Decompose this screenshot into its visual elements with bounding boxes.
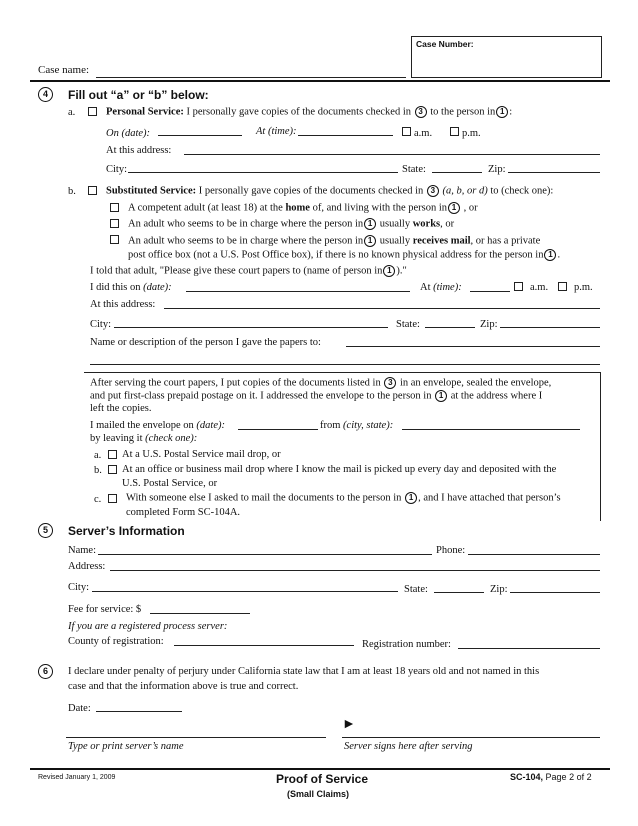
am-checkbox[interactable] xyxy=(402,127,411,136)
leaving-b: (check one): xyxy=(145,433,198,444)
server-state-label: State: xyxy=(404,584,428,595)
server-name-field[interactable] xyxy=(98,554,432,555)
section-5-number: 5 xyxy=(38,523,53,538)
mail-b-text1: At an office or business mail drop where I know the mail is picked up every day and deposited with the xyxy=(122,464,557,475)
opt3-b: usually xyxy=(379,235,411,247)
personal-service-label: Personal Service: xyxy=(106,106,184,118)
server-printed-name-field[interactable] xyxy=(66,737,326,738)
ref-1-badge: 1 xyxy=(496,106,508,118)
date-label: Date: xyxy=(68,703,91,714)
mail-b-text2: U.S. Postal Service, or xyxy=(122,478,218,489)
after-l1b: in an envelope, sealed the envelope, xyxy=(399,377,552,389)
to-person-text: to the person in xyxy=(430,106,496,118)
ref-3-badge: 3 xyxy=(384,377,396,389)
mail-a-letter: a. xyxy=(94,450,102,461)
opt3-line2: post office box (not a U.S. Post Office box), if there is no known physical address for the person in xyxy=(128,249,544,261)
ref-1-badge: 1 xyxy=(544,249,556,261)
registered-server-note xyxy=(68,621,227,632)
b-zip-field[interactable] xyxy=(500,327,600,328)
server-name-label: Name: xyxy=(68,545,96,556)
city-label: City: xyxy=(106,164,128,175)
after-l1a: After serving the court papers, I put copies of the documents listed in xyxy=(90,377,381,389)
b-state-label: State: xyxy=(396,319,420,330)
personal-service-checkbox[interactable] xyxy=(88,107,97,116)
after-serving-line3: left the copies. xyxy=(90,403,152,414)
form-id-text: SC-104, xyxy=(510,772,544,782)
did-this-label xyxy=(90,282,172,293)
county-label: County of registration: xyxy=(68,636,164,647)
fee-label: Fee for service: $ xyxy=(68,604,142,615)
mc-a: With someone else I asked to mail the documents to the person in xyxy=(126,492,402,504)
page-number: Page 2 of 2 xyxy=(545,772,592,782)
b-state-field[interactable] xyxy=(425,327,475,328)
mailed-a: I mailed the envelope on xyxy=(90,420,194,431)
ref-1-badge: 1 xyxy=(364,218,376,230)
mailed-from-label xyxy=(320,420,393,431)
server-zip-field[interactable] xyxy=(510,592,600,593)
pm-label: p.m. xyxy=(462,128,481,139)
adult-mail-text-line2 xyxy=(128,249,560,261)
substituted-service-label: Substituted Service: xyxy=(106,185,197,197)
type-name-text: Type or print server’s name xyxy=(68,741,184,752)
personal-service-desc: I personally gave copies of the documents checked in xyxy=(186,106,411,118)
someone-else-checkbox[interactable] xyxy=(108,494,117,503)
server-signature-field[interactable] xyxy=(342,737,600,738)
at-time-text: At (time): xyxy=(256,126,297,137)
ref-1-badge: 1 xyxy=(405,492,417,504)
type-name-label xyxy=(68,741,184,752)
state-field[interactable] xyxy=(432,172,482,173)
section-5-title: Server’s Information xyxy=(68,524,185,538)
mail-drop-checkbox[interactable] xyxy=(108,450,117,459)
header-rule xyxy=(30,80,610,82)
revised-date: Revised January 1, 2009 xyxy=(38,774,116,781)
state-label: State: xyxy=(402,164,426,175)
b-address-field[interactable] xyxy=(164,308,600,309)
if-registered: If you are a registered process server: xyxy=(68,621,228,632)
registration-number-field[interactable] xyxy=(458,648,600,649)
b-am-label: a.m. xyxy=(530,282,549,293)
footer-subtitle: (Small Claims) xyxy=(287,789,350,799)
opt3-c: , or has a private xyxy=(470,235,541,247)
leaving-a: by leaving it xyxy=(90,433,143,444)
case-number-label: Case Number: xyxy=(416,39,474,49)
server-city-label: City: xyxy=(68,582,90,593)
after-serving-line2 xyxy=(90,390,542,402)
opt3-a: An adult who seems to be in charge where the person in xyxy=(128,235,364,247)
server-address-field[interactable] xyxy=(110,570,600,571)
b-at-address-label: At this address: xyxy=(90,299,156,310)
pm-checkbox[interactable] xyxy=(450,127,459,136)
form-id xyxy=(510,772,592,782)
b-zip-label: Zip: xyxy=(480,319,498,330)
case-name-label: Case name: xyxy=(38,64,90,76)
mailed-date-field[interactable] xyxy=(238,429,318,430)
footer-title: Proof of Service xyxy=(276,772,369,786)
mail-c-letter: c. xyxy=(94,494,102,505)
case-name-field[interactable] xyxy=(96,77,406,78)
colon-text: : xyxy=(509,106,513,118)
told-b: )." xyxy=(396,265,407,277)
declaration-line2: case and that the information above is true and correct. xyxy=(68,681,299,692)
am-label: a.m. xyxy=(414,128,433,139)
at-address-label: At this address: xyxy=(106,145,172,156)
opt1-home: home xyxy=(285,202,310,214)
substituted-service-desc: I personally gave copies of the documents checked in xyxy=(198,185,424,197)
opt3-end: . xyxy=(557,249,561,261)
competent-adult-text xyxy=(128,202,478,214)
server-address-label: Address: xyxy=(68,561,106,572)
sign-arrow-icon: ► xyxy=(342,717,356,732)
ref-1-badge: 1 xyxy=(448,202,460,214)
section-4-title: Fill out “a” or “b” below: xyxy=(68,88,209,102)
mailed-city-label: (city, state): xyxy=(343,420,394,431)
name-description-label: Name or description of the person I gave the papers to: xyxy=(90,337,321,348)
adult-works-text xyxy=(128,218,454,230)
on-date-label xyxy=(106,128,150,139)
name-description-field-2[interactable] xyxy=(90,364,600,365)
did-this-date-field[interactable] xyxy=(186,291,410,292)
county-field[interactable] xyxy=(174,645,354,646)
opt2-works: works xyxy=(412,218,441,230)
adult-mail-checkbox[interactable] xyxy=(110,235,119,244)
sign-here-label xyxy=(344,741,473,752)
ref-3-badge: 3 xyxy=(415,106,427,118)
opt2-a: An adult who seems to be in charge where the person in xyxy=(128,218,364,230)
server-phone-label: Phone: xyxy=(436,545,466,556)
check-one-text: to (check one): xyxy=(490,185,554,197)
at-time-label xyxy=(256,126,297,137)
opt2-c: , or xyxy=(440,218,455,230)
mailed-date-label: (date): xyxy=(196,420,225,431)
opt1-b: of, and living with the person in xyxy=(312,202,448,214)
b-pm-label: p.m. xyxy=(574,282,593,293)
server-zip-label: Zip: xyxy=(490,584,508,595)
opt2-b: usually xyxy=(379,218,411,230)
b-at-time-label: At (time): xyxy=(420,282,462,293)
told-a: I told that adult, "Please give these court papers to (name of person in xyxy=(90,265,383,277)
section-6-number: 6 xyxy=(38,664,53,679)
ref-1-badge: 1 xyxy=(435,390,447,402)
substituted-service-checkbox[interactable] xyxy=(88,186,97,195)
city-field[interactable] xyxy=(128,172,398,173)
mailed-from: from xyxy=(320,420,341,431)
mail-b-letter: b. xyxy=(94,465,102,476)
abcd-text: (a, b, or d) xyxy=(442,185,488,197)
office-mail-checkbox[interactable] xyxy=(108,465,117,474)
opt1-c: , or xyxy=(463,202,478,214)
zip-label: Zip: xyxy=(488,164,506,175)
option-a-letter: a. xyxy=(68,107,76,118)
on-date-text: On (date): xyxy=(106,128,151,139)
opt3-receives: receives mail xyxy=(412,235,471,247)
b-at-time-field[interactable] xyxy=(470,291,510,292)
adult-works-checkbox[interactable] xyxy=(110,219,119,228)
fee-field[interactable] xyxy=(150,613,250,614)
personal-service-text xyxy=(106,106,512,118)
mail-c-text2: completed Form SC-104A. xyxy=(126,507,241,518)
on-date-field[interactable] xyxy=(158,135,242,136)
b-city-label: City: xyxy=(90,319,112,330)
ref-1-badge: 1 xyxy=(364,235,376,247)
footer-rule xyxy=(30,768,610,770)
after-l2b: at the address where I xyxy=(450,390,543,402)
ref-1-badge: 1 xyxy=(383,265,395,277)
b-pm-checkbox[interactable] xyxy=(558,282,567,291)
signature-date-field[interactable] xyxy=(96,711,182,712)
address-field[interactable] xyxy=(184,154,600,155)
b-am-checkbox[interactable] xyxy=(514,282,523,291)
mail-c-text1 xyxy=(126,492,561,504)
option-b-letter: b. xyxy=(68,186,76,197)
mail-a-text: At a U.S. Postal Service mail drop, or xyxy=(122,449,281,460)
substituted-service-text xyxy=(106,185,553,197)
adult-mail-text xyxy=(128,235,540,247)
told-adult-text xyxy=(90,265,407,277)
mc-b: , and I have attached that person’s xyxy=(418,492,561,504)
server-city-field[interactable] xyxy=(92,591,398,592)
server-state-field[interactable] xyxy=(434,592,484,593)
mailed-on-label xyxy=(90,420,225,431)
server-phone-field[interactable] xyxy=(468,554,600,555)
did-this-text: I did this on (date): xyxy=(90,282,172,293)
competent-adult-checkbox[interactable] xyxy=(110,203,119,212)
b-city-field[interactable] xyxy=(114,327,388,328)
name-description-field[interactable] xyxy=(346,346,600,347)
after-serving-line1 xyxy=(90,377,551,389)
zip-field[interactable] xyxy=(508,172,600,173)
at-time-field[interactable] xyxy=(298,135,393,136)
registration-number-label: Registration number: xyxy=(362,639,451,650)
opt1-a: A competent adult (at least 18) at the xyxy=(128,202,283,214)
sign-here-text: Server signs here after serving xyxy=(344,741,473,752)
by-leaving-label xyxy=(90,433,197,444)
mailed-city-field[interactable] xyxy=(402,429,580,430)
after-l2a: and put first-class prepaid postage on it. I addressed the envelope to the person in xyxy=(90,390,432,402)
ref-3-badge: 3 xyxy=(427,185,439,197)
section-4-number: 4 xyxy=(38,87,53,102)
declaration-line1: I declare under penalty of perjury under California state law that I am at least 18 years old and not named in this xyxy=(68,666,540,677)
